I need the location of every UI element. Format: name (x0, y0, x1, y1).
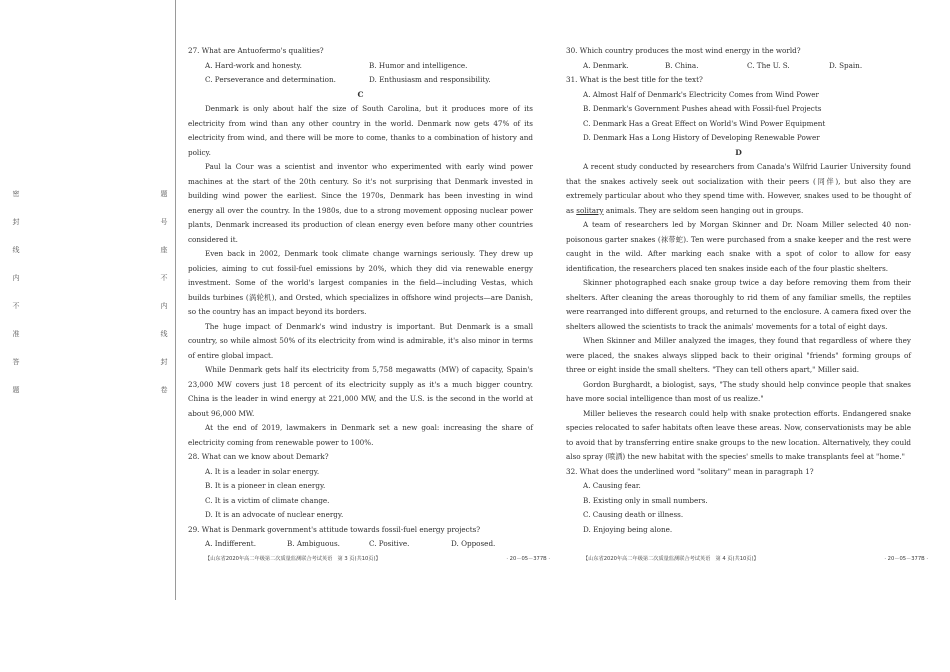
option-d: D. Opposed. (451, 539, 496, 548)
option-c: C. The U. S. (747, 60, 790, 70)
question-30-stem: 30. Which country produces the most wind energy in the world? (566, 46, 801, 55)
option-c: C. Denmark Has a Great Effect on World's Wind Power Equipment (583, 118, 826, 128)
page-footer-left (205, 555, 550, 562)
option-b: B. Ambiguous. (287, 539, 340, 548)
passage-d-paragraph-1 (566, 160, 911, 218)
seal-char: 封 (160, 358, 168, 366)
binding-margin (0, 0, 176, 600)
seal-char: 卷 (160, 386, 168, 394)
passage-d-paragraph: Miller believes the research could help with snake protection efforts. Endangered snake species relocated to safer habitats often leave these areas. Now, conservationists may be able to avoid that by transferring entire snake groups to the new location. Alternatively, they could also spray (喷洒) the new habitat with the species' smells to make transplants feel at "home." (566, 408, 911, 461)
seal-char: 答 (12, 358, 20, 366)
question-27-options-row1 (188, 59, 533, 74)
option-c: C. It is a victim of climate change. (205, 495, 330, 505)
question-31-stem: 31. What is the best title for the text? (566, 75, 703, 84)
question-29-stem: 29. What is Denmark government's attitude towards fossil-fuel energy projects? (188, 524, 481, 534)
page-footer-right (583, 555, 928, 562)
option-d: D. Denmark Has a Long History of Developing Renewable Power (583, 133, 820, 142)
footer-code: · 20－05－377B · (506, 556, 550, 562)
underlined-word: solitary (576, 205, 604, 215)
passage-c-paragraph: Paul la Cour was a scientist and inventor who experimented with early wind power machines at the start of the 20th century. So it's not surprising that Denmark invested in building wind power the earliest. Since the 1970s, Denmark has been investing in wind energy all over the country. In the 1980s, due to a strong movement opposing nuclear power plants, Denmark increased its production of clean energy even before many other countries considered it. (188, 162, 533, 244)
seal-char: 号 (160, 218, 168, 226)
footer-title: 【山东省2020年高二年级第二次质量监测联合考试英语 第 3 页(共10页)】 (205, 556, 381, 562)
seal-line-text-outer (10, 190, 22, 414)
paragraph-text: animals. They are seldom seen hanging out in groups. (603, 205, 804, 215)
seal-char: 题 (12, 386, 20, 394)
passage-d-paragraph: When Skinner and Miller analyzed the images, they found that regardless of where they were placed, the snakes always slipped back to their original "friends" forming groups of three or eight inside the small shelters. "They can tell others apart," Miller said. (566, 336, 911, 374)
option-a: A. Almost Half of Denmark's Electricity Comes from Wind Power (583, 89, 819, 99)
seal-char: 线 (12, 246, 20, 254)
seal-char: 不 (160, 274, 168, 282)
question-28-stem: 28. What can we know about Demark? (188, 452, 329, 461)
question-29-options (188, 537, 533, 552)
option-a: A. Denmark. (583, 60, 629, 70)
seal-char: 内 (160, 302, 168, 310)
passage-d-paragraph: Gordon Burghardt, a biologist, says, "The study should help convince people that snakes have more social intelligence than most of us realize." (566, 379, 911, 403)
option-d: D. Spain. (829, 60, 863, 70)
passage-d-paragraph: Skinner photographed each snake group twice a day before removing them from their shelters. After cleaning the areas thoroughly to rid them of any familiar smells, the reptiles were rearranged into different groups, and returned to the enclosure. A camera fixed over the shelters allowed the scientists to track the animals' movements for a total of eight days. (566, 278, 911, 331)
option-b: B. It is a pioneer in clean energy. (205, 481, 326, 490)
option-a: A. Causing fear. (583, 481, 641, 490)
passage-c-paragraph: At the end of 2019, lawmakers in Denmark set a new goal: increasing the share of electricity coming from renewable power to 100%. (188, 423, 533, 447)
question-30-options (566, 59, 911, 74)
passage-c-paragraph: The huge impact of Denmark's wind industry is important. But Denmark is a small country, so while almost 50% of its electricity from wind is admirable, it's also minor in terms of entire global impact. (188, 321, 533, 360)
seal-char: 线 (160, 330, 168, 338)
seal-char: 密 (12, 190, 20, 198)
question-32-stem: 32. What does the underlined word "solitary" mean in paragraph 1? (566, 466, 814, 476)
left-column (188, 44, 533, 552)
option-c: C. Perseverance and determination. (205, 75, 336, 84)
option-d: D. It is an advocate of nuclear energy. (205, 510, 344, 519)
paragraph-text: A recent study conducted by researchers from Canada's Wilfrid Laurier University found that the snakes actively seek out socialization with their peers (同伴), but also they are extremely particular about who they spend time with. However, snakes used to be thought of as (566, 162, 911, 215)
option-b: B. China. (665, 60, 699, 70)
question-27-stem: 27. What are Antuofermo's qualities? (188, 46, 324, 55)
passage-c-paragraph: While Denmark gets half its electricity from 5,758 megawatts (MW) of capacity, Spain's 23,000 MW covers just 18 percent of its electricity supply as it's a much bigger country. China is the leader in wind energy at 221,000 MW, and the U.S. is the second in the world at about 96,000 MW. (188, 365, 533, 418)
passage-c-paragraph: Denmark is only about half the size of South Carolina, but it produces more of its electricity from wind than any other country in the world. Denmark now gets 47% of its electricity from wind, and there will be more to come, thanks to a combination of history and policy. (188, 104, 533, 157)
footer-title: 【山东省2020年高二年级第二次质量监测联合考试英语 第 4 页(共10页)】 (583, 556, 759, 562)
footer-code: · 20－05－377B · (884, 556, 928, 562)
seal-char: 座 (160, 246, 168, 254)
option-c: C. Positive. (369, 539, 410, 548)
option-a: A. It is a leader in solar energy. (205, 466, 320, 476)
passage-c-paragraph: Even back in 2002, Denmark took climate change warnings seriously. They drew up policies, aiming to cut fossil-fuel emissions by 20%, which they did via renewable energy investment. Some of the world's largest companies in the field—including Vestas, which builds turbines (涡轮机), and Orsted, which specializes in offshore wind projects—are Danish, so the country has an impact beyond its borders. (188, 249, 533, 316)
option-a: A. Indifferent. (205, 539, 256, 548)
section-heading-c: C (357, 89, 364, 99)
seal-char: 准 (12, 330, 20, 338)
option-b: B. Existing only in small numbers. (583, 495, 708, 505)
option-a: A. Hard-work and honesty. (205, 60, 302, 70)
option-b: B. Humor and intelligence. (369, 60, 468, 70)
seal-char: 题 (160, 190, 168, 198)
seal-line-text-inner (158, 190, 170, 414)
right-column (566, 44, 911, 537)
seal-char: 内 (12, 274, 20, 282)
seal-char: 不 (12, 302, 20, 310)
question-27-options-row2 (188, 73, 533, 88)
seal-char: 封 (12, 218, 20, 226)
option-d: D. Enthusiasm and responsibility. (369, 75, 491, 84)
passage-d-paragraph: A team of researchers led by Morgan Skinner and Dr. Noam Miller selected 40 non-poisonous garter snakes (袜带蛇). Ten were purchased from a snake keeper and the rest were caught in the wild. After marking each snake with a spot of color to allow for easy identification, the researchers placed ten snakes inside each of the four plastic shelters. (566, 220, 911, 273)
option-c: C. Causing death or illness. (583, 510, 684, 519)
option-b: B. Denmark's Government Pushes ahead with Fossil-fuel Projects (583, 104, 822, 113)
section-heading-d: D (735, 147, 742, 157)
option-d: D. Enjoying being alone. (583, 524, 673, 534)
